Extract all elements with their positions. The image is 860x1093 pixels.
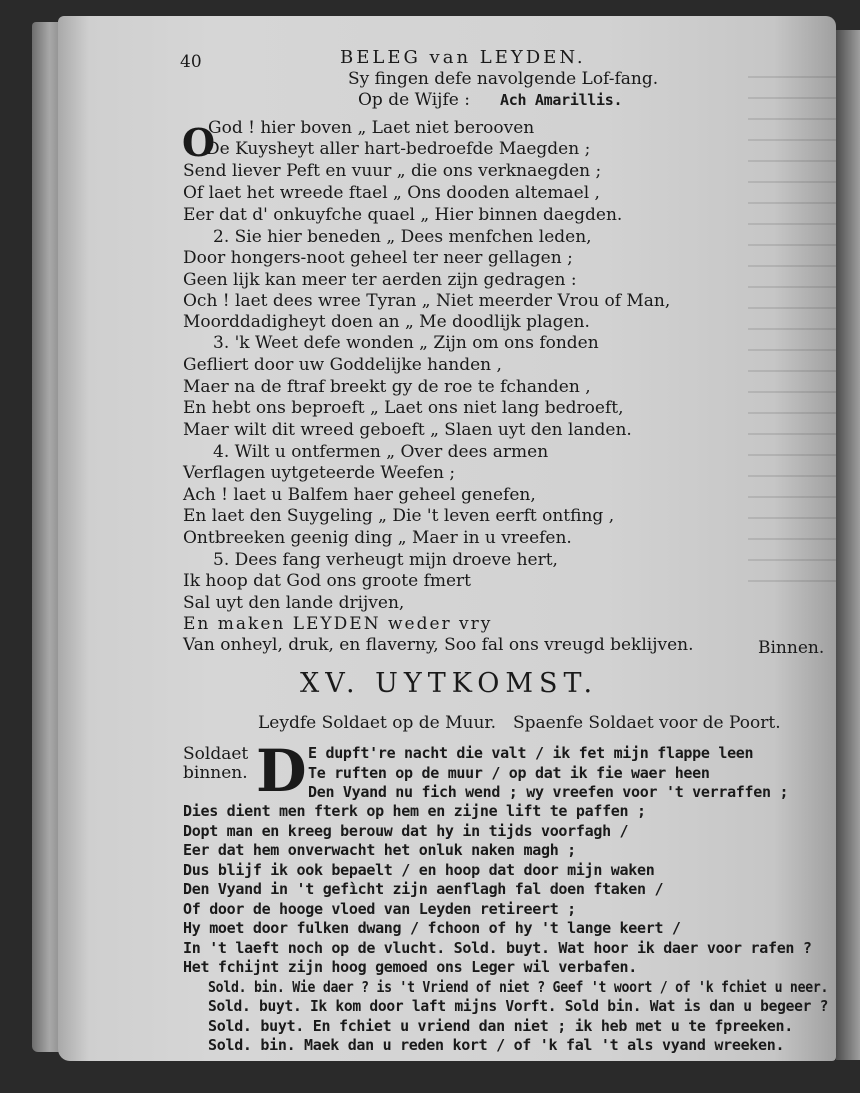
dialogue-line: Of door de hooge vloed van Leyden retireert ; [183,899,576,918]
poem-line: Ik hoop dat God ons groote fmert [183,571,471,591]
show-through-text [748,76,836,596]
dialogue-line: Den Vyand nu fich wend ; wy vreefen voor 't verraffen ; [308,782,789,801]
dialogue-line: Sold. bin. Wie daer ? is 't Vriend of niet ? Geef 't woort / of 'k fchiet u neer. [208,977,829,996]
poem-line: De Kuysheyt aller hart-bedroefde Maegden ; [206,139,591,159]
poem-line: Gefliert door uw Goddelijke handen , [183,355,502,375]
poem-line: Geen lijk kan meer ter aerden zijn gedragen : [183,270,577,290]
dialogue-line: Hy moet door fulken dwang / fchoon of hy 't lange keert / [183,919,681,938]
dialogue-line: In 't laeft noch op de vlucht. Sold. buyt. Wat hoor ik daer voor rafen ? [183,938,812,957]
poem-line: 2. Sie hier beneden „ Dees menfchen leden, [213,227,592,247]
poem-line: Sal uyt den lande drijven, [183,593,405,613]
dialogue-line: Sold. buyt. Ik kom door laft mijns Vorft. Sold bin. Wat is dan u begeer ? [208,997,829,1016]
poem-line: En maken LEYDEN weder vry [183,614,493,634]
poem-line: Eer dat d' onkuyfche quael „ Hier binnen daegden. [183,205,623,225]
speaker-label: Soldaet [183,744,249,764]
poem-line: Ontbreeken geenig ding „ Maer in u vreefen. [183,528,572,548]
poem-line: Van onheyl, druk, en flaverny, Soo fal ons vreugd beklijven. [183,635,694,655]
poem-first-line: God ! hier boven „ Laet niet berooven [208,118,535,138]
song-intro: Sy fingen defe navolgende Lof-fang. [348,69,659,89]
page-number: 40 [180,52,202,72]
poem-line: Moorddadigheyt doen an „ Me doodlijk plagen. [183,312,590,332]
poem-line: Verflagen uytgeteerde Weefen ; [183,463,456,483]
stage-direction-left: Leydfe Soldaet op de Muur. [258,713,497,733]
dialogue-line: Te ruften op de muur / op dat ik fie waer heen [308,763,710,782]
facing-page-edge [836,30,860,1060]
dialogue-line: E dupft're nacht die valt / ik fet mijn flappe leen [308,744,754,762]
dialogue-dropcap: D [256,736,307,805]
dialogue-line: Sold. bin. Maek dan u reden kort / of 'k fal 't als vyand wreeken. [208,1036,785,1054]
tune-name: Ach Amarillis. [500,91,623,109]
section-heading: XV. UYTKOMST. [300,668,599,699]
poem-line: En laet den Suygeling „ Die 't leven eerft ontfing , [183,506,615,526]
poem-line: Maer wilt dit wreed geboeft „ Slaen uyt den landen. [183,420,632,440]
poem-line: Maer na de ftraf breekt gy de roe te fchanden , [183,377,591,397]
catchword: Binnen. [758,638,825,658]
dialogue-line: Dus blijf ik ook bepaelt / en hoop dat door mijn waken [183,860,655,879]
speaker-label: binnen. [183,763,248,784]
dialogue-line: Sold. buyt. En fchiet u vriend dan niet ; ik heb met u te fpreeken. [208,1016,793,1035]
poem-dropcap: O [182,120,216,165]
dialogue-line: Dopt man en kreeg berouw dat hy in tijds voorfagh / [183,821,629,840]
poem-line: Of laet het wreede ftael „ Ons dooden altemael , [183,183,600,203]
dialogue-line: Het fchijnt zijn hoog gemoed ons Leger wil verbafen. [183,958,638,977]
poem-line: 3. 'k Weet defe wonden „ Zijn om ons fonden [213,333,599,353]
tune-prefix: Op de Wijfe : [358,90,470,110]
dialogue-line: Eer dat hem onverwacht het onluk naken magh ; [183,841,576,860]
poem-line: Ach ! laet u Balfem haer geheel genefen, [183,485,536,505]
dialogue-line: Dies dient men fterk op hem en zijne lift te paffen ; [183,802,646,821]
poem-line: Door hongers-noot geheel ter neer gellagen ; [183,248,573,268]
poem-line: En hebt ons beproeft „ Laet ons niet lang bedroeft, [183,398,624,418]
dialogue-line: Den Vyand in 't gefìcht zijn aenflagh fal doen ftaken / [183,880,664,899]
poem-line: Send liever Peft en vuur „ die ons verknaegden ; [183,161,602,181]
poem-line: Och ! laet dees wree Tyran „ Niet meerder Vrou of Man, [183,291,671,311]
running-head: BELEG van LEYDEN. [340,47,586,68]
poem-line: 4. Wilt u ontfermen „ Over dees armen [213,442,549,462]
book-page [58,16,836,1061]
poem-line: 5. Dees fang verheugt mijn droeve hert, [213,550,558,570]
stage-direction-right: Spaenfe Soldaet voor de Poort. [513,713,781,733]
